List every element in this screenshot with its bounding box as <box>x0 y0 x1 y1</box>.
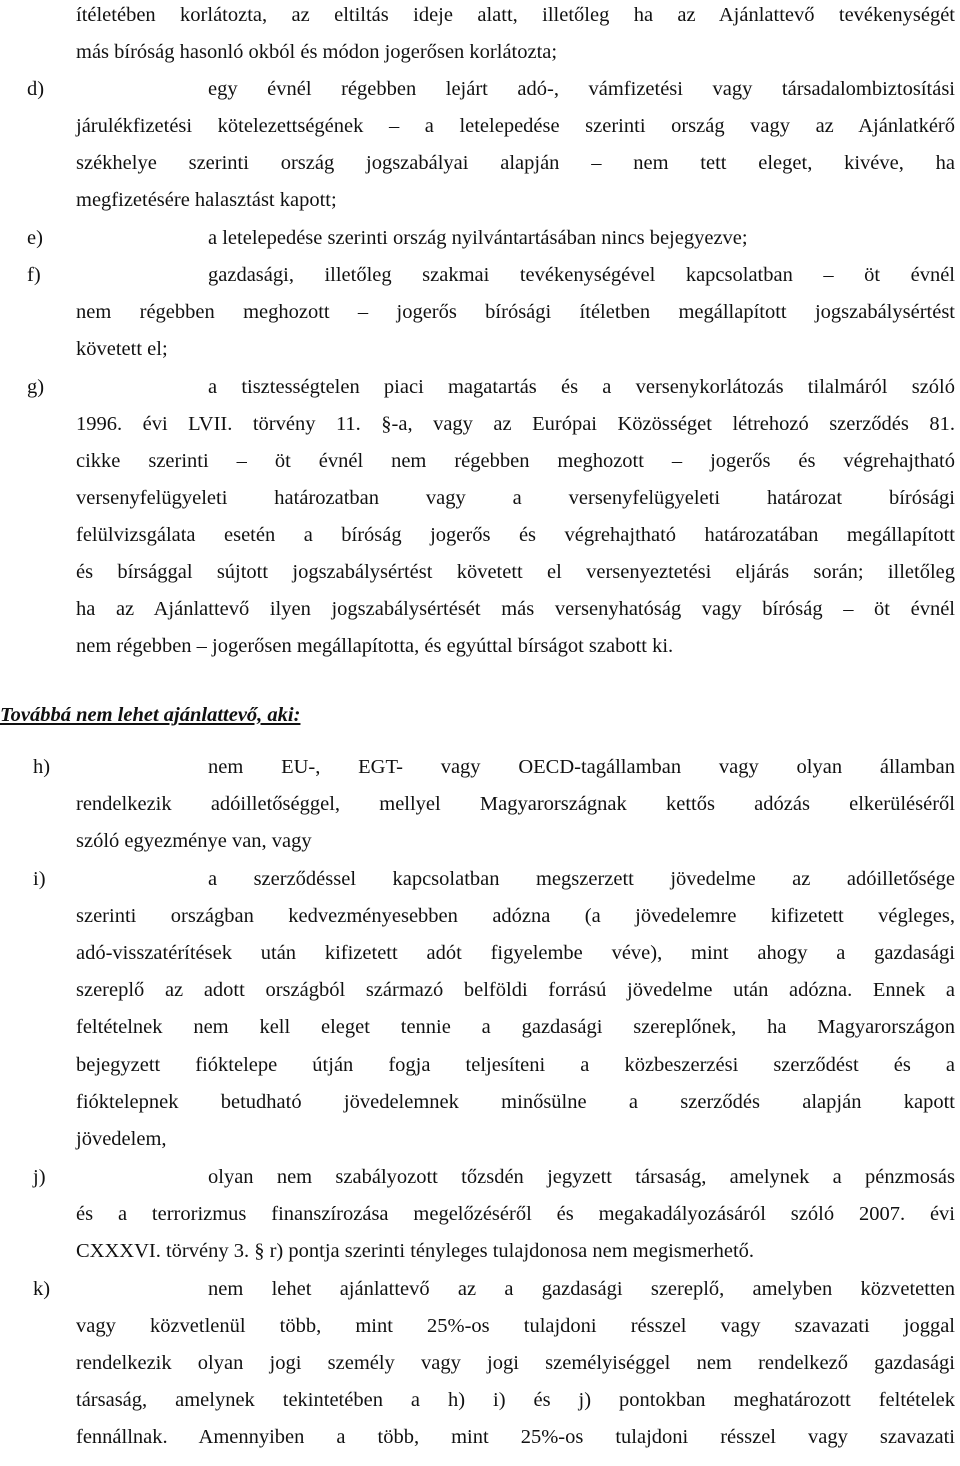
text-line: és a terrorizmus finanszírozása megelőzéséről és megakadályozásáról szóló 2007. évi <box>76 1203 955 1225</box>
item-label-e: e) <box>27 227 43 249</box>
text-line: CXXXVI. törvény 3. § r) pontja szerinti tényleges tulajdonosa nem megismerhető. <box>76 1240 755 1262</box>
text-line: megfizetésére halasztást kapott; <box>76 189 337 211</box>
text-line: ítéletében korlátozta, az eltiltás ideje alatt, illetőleg ha az Ajánlattevő tevékenységét <box>76 4 955 26</box>
text-line: felülvizsgálata esetén a bíróság jogerős és végrehajtható határozatában megállapított <box>76 524 955 546</box>
item-label-d: d) <box>27 78 45 100</box>
text-line: szóló egyezménye van, vagy <box>76 830 312 852</box>
text-line: járulékfizetési kötelezettségének – a letelepedése szerinti ország vagy az Ajánlatkérő <box>76 115 955 137</box>
text-line: más bíróság hasonló okból és módon jogerősen korlátozta; <box>76 41 558 63</box>
text-line: szereplő az adott országból származó belföldi forrású jövedelme után adózna. Ennek a <box>76 979 955 1001</box>
item-d-first-line: egy évnél régebben lejárt adó-, vámfizetési vagy társadalombiztosítási <box>208 78 955 100</box>
text-line: fióktelepnek betudható jövedelemnek minősülne a szerződés alapján kapott <box>76 1091 955 1113</box>
item-label-j: j) <box>33 1166 46 1188</box>
text-line: bejegyzett fióktelepe útján fogja teljesíteni a közbeszerzési szerződést és a <box>76 1054 955 1076</box>
text-line: szerinti országban kedvezményesebben adózna (a jövedelemre kifizetett végleges, <box>76 905 955 927</box>
text-line: társaság, amelynek tekintetében a h) i) és j) pontokban meghatározott feltételek <box>76 1389 955 1411</box>
section-heading: Továbbá nem lehet ajánlattevő, aki: <box>0 704 301 726</box>
item-e-first-line: a letelepedése szerinti ország nyilvántartásában nincs bejegyezve; <box>208 227 748 249</box>
item-k-first-line: nem lehet ajánlattevő az a gazdasági szereplő, amelyben közvetetten <box>208 1278 955 1300</box>
item-label-f: f) <box>27 264 41 286</box>
text-line: követett el; <box>76 338 168 360</box>
item-i-first-line: a szerződéssel kapcsolatban megszerzett jövedelme az adóilletősége <box>208 868 955 890</box>
text-line: jövedelem, <box>76 1128 167 1150</box>
item-label-h: h) <box>33 756 51 778</box>
text-line: nem régebben meghozott – jogerős bírósági ítéletben megállapított jogszabálysértést <box>76 301 955 323</box>
text-line: adó-visszatérítések után kifizetett adót figyelembe véve), mint ahogy a gazdasági <box>76 942 955 964</box>
item-f-first-line: gazdasági, illetőleg szakmai tevékenységével kapcsolatban – öt évnél <box>208 264 955 286</box>
text-line: és bírsággal sújtott jogszabálysértést követett el versenyeztetési eljárás során; illetőleg <box>76 561 955 583</box>
text-line: rendelkezik olyan jogi személy vagy jogi személyiséggel nem rendelkező gazdasági <box>76 1352 955 1374</box>
text-line: ha az Ajánlattevő ilyen jogszabálysértését más versenyhatóság vagy bíróság – öt évnél <box>76 598 955 620</box>
text-line: vagy közvetlenül több, mint 25%-os tulajdoni résszel vagy szavazati joggal <box>76 1315 955 1337</box>
text-line: nem régebben – jogerősen megállapította, és egyúttal bírságot szabott ki. <box>76 635 674 657</box>
item-g-first-line: a tisztességtelen piaci magatartás és a versenykorlátozás tilalmáról szóló <box>208 376 955 398</box>
text-line: fennállnak. Amennyiben a több, mint 25%-os tulajdoni résszel vagy szavazati <box>76 1426 955 1448</box>
item-label-i: i) <box>33 868 46 890</box>
text-line: feltételnek nem kell eleget tennie a gazdasági szereplőnek, ha Magyarországon <box>76 1016 955 1038</box>
item-label-k: k) <box>33 1278 51 1300</box>
item-label-g: g) <box>27 376 45 398</box>
text-line: cikke szerinti – öt évnél nem régebben meghozott – jogerős és végrehajtható <box>76 450 955 472</box>
text-line: 1996. évi LVII. törvény 11. §-a, vagy az Európai Közösséget létrehozó szerződés 81. <box>76 413 955 435</box>
text-line: székhelye szerinti ország jogszabályai alapján – nem tett eleget, kivéve, ha <box>76 152 955 174</box>
text-line: rendelkezik adóilletőséggel, mellyel Magyarországnak kettős adózás elkerüléséről <box>76 793 955 815</box>
item-h-first-line: nem EU-, EGT- vagy OECD-tagállamban vagy olyan államban <box>208 756 955 778</box>
text-line: versenyfelügyeleti határozatban vagy a versenyfelügyeleti határozat bírósági <box>76 487 955 509</box>
item-j-first-line: olyan nem szabályozott tőzsdén jegyzett társaság, amelynek a pénzmosás <box>208 1166 955 1188</box>
